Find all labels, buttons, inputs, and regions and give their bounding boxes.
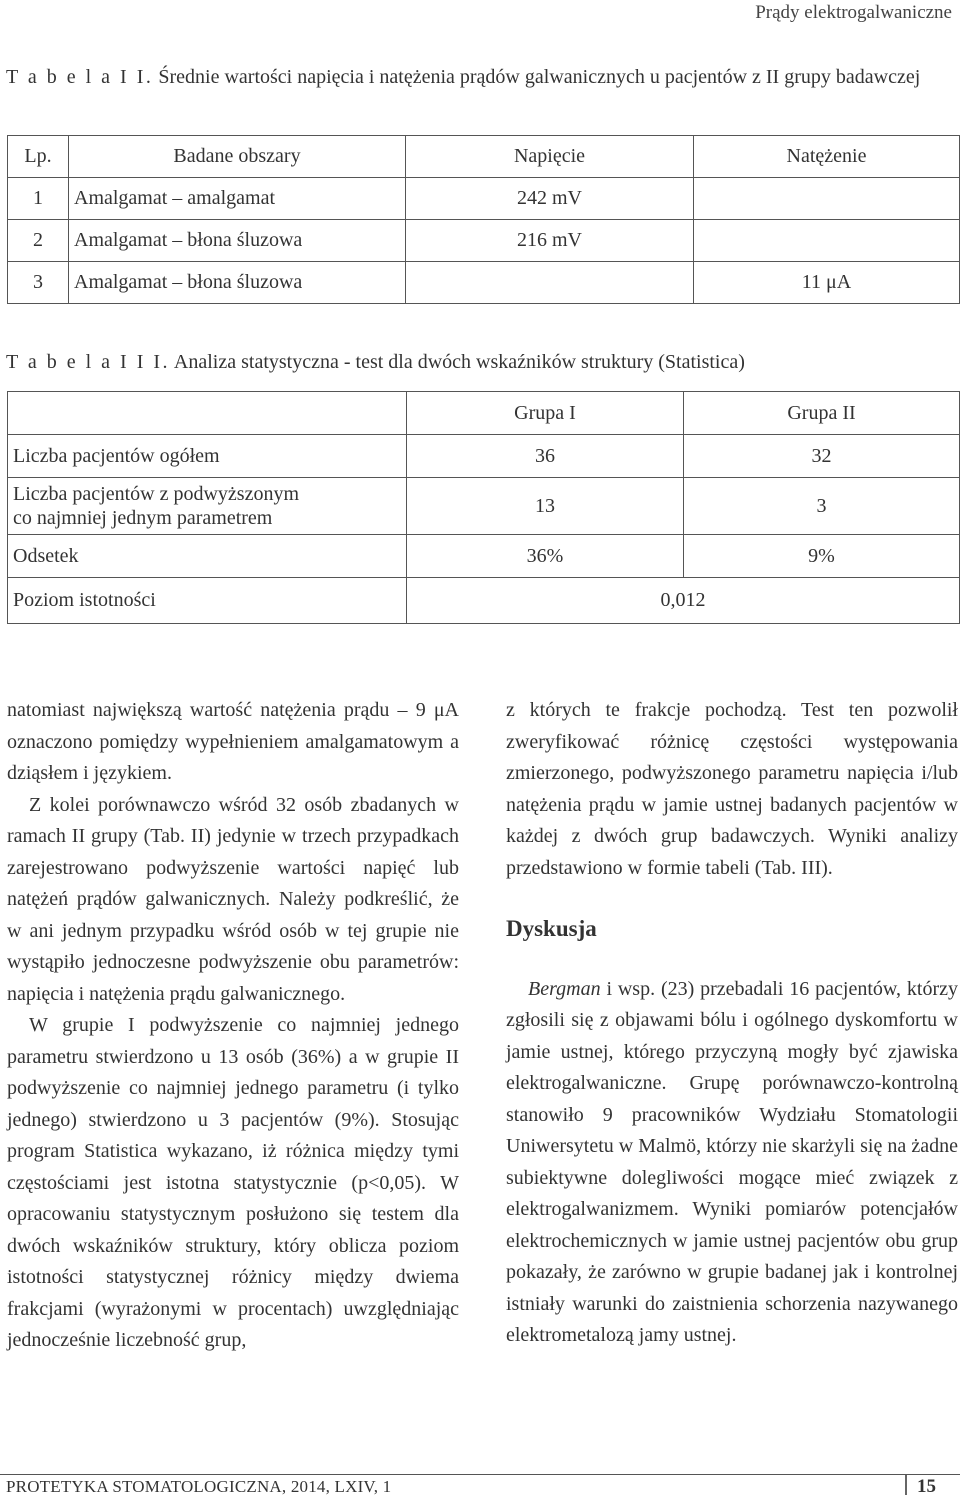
- table-row: [8, 478, 960, 535]
- table2-caption: [6, 65, 951, 89]
- table-cell: [694, 178, 960, 220]
- paragraph: W grupie I podwyższenie co najmniej jednego parametru stwierdzono u 13 osób (36%) a w grupie II podwyższenie co najmniej jednego parametru (i tylko jednego) stwierdzono u 3 pacjentów (9%). Stosując program Statistica wykazano, iż różnica między tymi częstościami jest istotna statystycznie (p<0,05). W opracowaniu statystycznym posłużono się testem dla dwóch wskaźników struktury, który oblicza poziom istotności statystycznej różnicy między dwiema frakcjami (wyrażonymi w procentach) uwzględniając jednocześnie liczebność grup,: [7, 1014, 459, 1351]
- table-row: [8, 262, 960, 304]
- table2-label: T a b e l a I I.: [6, 66, 154, 88]
- table-cell: 32: [684, 435, 960, 478]
- table3-caption-text: Analiza statystyczna - test dla dwóch wskaźników struktury (Statistica): [170, 351, 745, 373]
- table-cell: 9%: [684, 535, 960, 578]
- table-row: [8, 578, 960, 624]
- table-cell: [406, 262, 694, 304]
- table-cell: [694, 220, 960, 262]
- paragraph-text: i wsp. (23) przebadali 16 pacjentów, którzy zgłosili się z objawami bólu i ogólnego dyskomfortu w jamie ustnej, którego przyczyną mogły być zjawiska elektrogalwaniczne. Grupę porównawczo-kontrolną stanowiło 9 pracowników Wydziału Stomatologii Uniwersytetu w Malmö, którzy nie skarżyli się na żadne subiektywne dolegliwości mogące mieć związek z elektrogalwanizmem. Wyniki pomiarów potencjałów elektrochemicznych w jamie ustnej pacjentów obu grup pokazały, że zarówno w grupie badanej jak i kontrolnej istniały warunki do zaistnienia schorzenia nazywanego elektrometalozą jamy ustnej.: [506, 977, 958, 1346]
- right-column: [506, 695, 958, 1352]
- table-cell: 36%: [407, 535, 684, 578]
- row-label: Liczba pacjentów ogółem: [8, 435, 407, 478]
- paragraph: natomiast największą wartość natężenia prądu – 9 μA oznaczono pomiędzy wypełnieniem amalgamatowym a dziąsłem i językiem.: [7, 699, 459, 784]
- table-cell: 2: [8, 220, 69, 262]
- left-column: [7, 695, 459, 1357]
- row-label: [8, 478, 407, 535]
- table-cell: Amalgamat – błona śluzowa: [69, 262, 406, 304]
- footer-divider: [0, 1474, 960, 1475]
- table2-header-row: [8, 136, 960, 178]
- table-row: [8, 220, 960, 262]
- table3-header-row: [8, 392, 960, 435]
- table-cell: 242 mV: [406, 178, 694, 220]
- table-row: [8, 435, 960, 478]
- paragraph: Z kolei porównawczo wśród 32 osób zbadanych w ramach II grupy (Tab. II) jedynie w trzech przypadkach zarejestrowano podwyższenie wartości napięć lub natężeń prądów galwanicznych. Należy podkreślić, że w ani jednym przypadku wśród osób w tej grupie nie wystąpiło jednoczesne podwyższenie obu parametrów: napięcia i natężenia prądu galwanicznego.: [7, 793, 459, 1005]
- table-cell: 1: [8, 178, 69, 220]
- table2-header-cell: Badane obszary: [69, 136, 406, 178]
- table-cell: 36: [407, 435, 684, 478]
- footer-separator: [905, 1475, 907, 1495]
- footer-journal: PROTETYKA STOMATOLOGICZNA, 2014, LXIV, 1: [6, 1477, 392, 1496]
- row-label-line: co najmniej jednym parametrem: [13, 507, 273, 529]
- table-cell: 3: [8, 262, 69, 304]
- table-cell: Amalgamat – amalgamat: [69, 178, 406, 220]
- running-head: Prądy elektrogalwaniczne: [755, 2, 952, 23]
- table3-header-cell: Grupa II: [684, 392, 960, 435]
- row-label: Poziom istotności: [8, 578, 407, 624]
- table2-header-cell: Lp.: [8, 136, 69, 178]
- table3-header-cell: [8, 392, 407, 435]
- table-cell: 13: [407, 478, 684, 535]
- table-cell: 11 μA: [694, 262, 960, 304]
- table-row: [8, 178, 960, 220]
- author-name: Bergman: [528, 977, 601, 1000]
- table3-label: T a b e l a I I I.: [6, 351, 171, 373]
- table-cell: 216 mV: [406, 220, 694, 262]
- row-label-line: Liczba pacjentów z podwyższonym: [13, 483, 300, 505]
- table-cell: 3: [684, 478, 960, 535]
- table3-caption: [6, 350, 956, 374]
- paragraph: [506, 974, 958, 1352]
- table-row: [8, 535, 960, 578]
- table3-header-cell: Grupa I: [407, 392, 684, 435]
- significance-value: 0,012: [407, 578, 960, 624]
- section-heading: Dyskusja: [506, 916, 597, 941]
- page-number: 15: [917, 1476, 936, 1497]
- table2-header-cell: Natężenie: [694, 136, 960, 178]
- row-label: Odsetek: [8, 535, 407, 578]
- table2: [7, 135, 960, 304]
- paragraph: z których te frakcje pochodzą. Test ten pozwolił zweryfikować różnicę częstości występowania zmierzonego, podwyższonego parametru napięcia i/lub natężenia prądu w jamie ustnej badanych pacjentów w każdej z dwóch grup badawczych. Wyniki analizy przedstawiono w formie tabeli (Tab. III).: [506, 699, 958, 879]
- table2-header-cell: Napięcie: [406, 136, 694, 178]
- table3: [7, 391, 960, 624]
- table2-caption-text: Średnie wartości napięcia i natężenia prądów galwanicznych u pacjentów z II grupy badawczej: [153, 66, 921, 88]
- table-cell: Amalgamat – błona śluzowa: [69, 220, 406, 262]
